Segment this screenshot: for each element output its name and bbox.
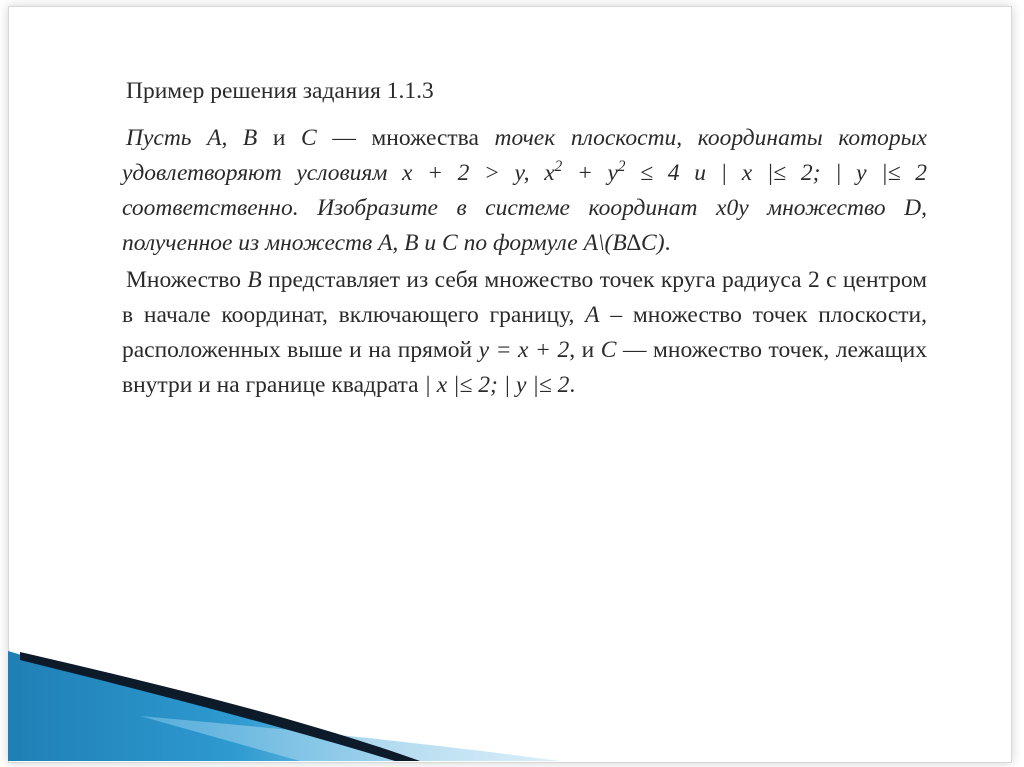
math-fragment: ≤ 4	[625, 160, 680, 186]
text-fragment: представляет из себя множество точек круга радиуса 2 с центром в начале координат, включающего границу,	[122, 267, 927, 328]
text-fragment: соответственно. Изобразите в системе координат	[122, 195, 717, 221]
text-fragment: Пусть	[126, 125, 208, 151]
text-fragment: Множество	[126, 267, 248, 293]
math-fragment: x	[544, 160, 555, 186]
math-fragment: C	[600, 337, 617, 363]
solution-explanation	[122, 263, 927, 403]
text-fragment	[530, 160, 545, 186]
math-fragment: C	[442, 230, 458, 256]
math-fragment: A, B	[378, 230, 419, 256]
text-fragment: и	[679, 160, 721, 186]
math-fragment: B	[247, 267, 262, 293]
text-fragment: по формуле	[457, 230, 584, 256]
math-fragment: 2	[617, 157, 626, 175]
text-fragment: .	[664, 230, 671, 256]
math-fragment: + y	[562, 160, 618, 186]
math-fragment: | x |≤ 2; | y |≤ 2	[424, 372, 570, 398]
problem-statement	[122, 121, 927, 261]
text-fragment: и	[418, 230, 443, 256]
math-fragment: A, B	[207, 125, 258, 151]
math-fragment: A	[585, 302, 600, 328]
text-fragment: — множества	[316, 125, 495, 151]
text-fragment: и	[257, 125, 302, 151]
math-fragment: y = x + 2	[478, 337, 570, 363]
math-fragment: 2	[554, 157, 563, 175]
text-fragment: , и	[569, 337, 601, 363]
text-fragment: точек плоскости, координаты которых удовлетворяют условиям	[122, 125, 927, 186]
text-fragment: .	[569, 372, 576, 398]
text-block	[122, 74, 927, 403]
example-heading: Пример решения задания 1.1.3	[126, 78, 434, 104]
math-fragment: A\(B∆C)	[583, 230, 665, 256]
text-fragment: – множество точек плоскости, расположенных выше и на прямой	[122, 302, 927, 363]
math-fragment: x0y	[716, 195, 749, 221]
text-fragment: множество D, полученное из множеств	[122, 195, 927, 256]
math-fragment: | x |≤ 2; | y |≤ 2	[720, 160, 928, 186]
text-fragment: — множество точек, лежащих внутри и на границе квадрата	[122, 337, 927, 398]
math-fragment: x + 2 > y,	[402, 160, 530, 186]
math-fragment: C	[301, 125, 317, 151]
